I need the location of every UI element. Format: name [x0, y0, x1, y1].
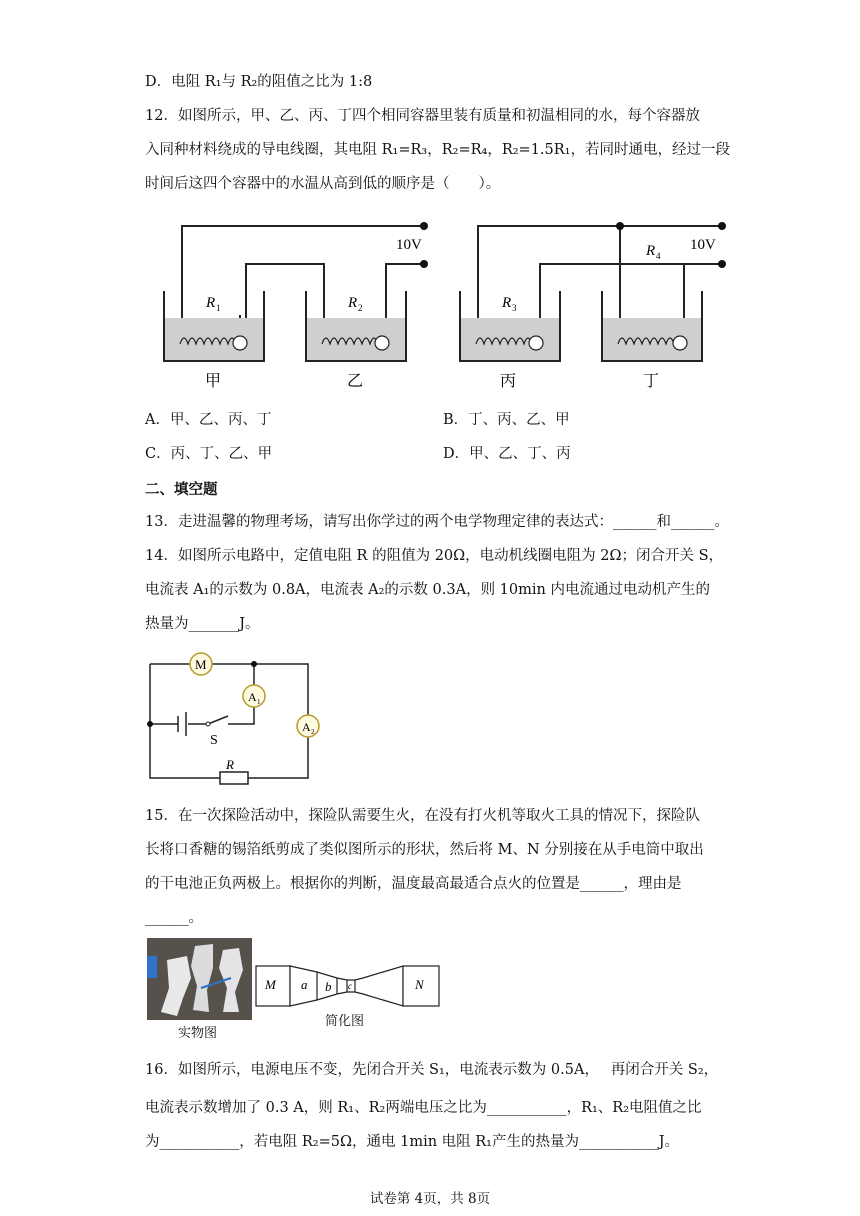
q15-line-2: 长将口香糖的锡箔纸剪成了类似图所示的形状，然后将 M、N 分别接在从手电筒中取出 [145, 842, 704, 858]
ammeter-1-sub: 1 [257, 698, 261, 706]
q15-line-1: 15．在一次探险活动中，探险队需要生火，在没有打火机等取火工具的情况下，探险队 [145, 808, 700, 824]
photo-caption: 实物图 [178, 1026, 218, 1041]
r3-sub: 3 [512, 303, 517, 313]
r1-sub: 1 [216, 303, 221, 313]
q12-circuit-figure [0, 0, 860, 400]
ammeter-2-label: A [302, 720, 311, 734]
q14-line-1: 14．如图所示电路中，定值电阻 R 的阻值为 20Ω，电动机线圈电阻为 2Ω；闭合开关 S， [145, 548, 724, 564]
container-bing-label: 丙 [500, 373, 517, 390]
q16-line-2: 电流表示数增加了 0.3 A，则 R₁、R₂两端电压之比为___________，R₁、R₂电阻值之比 [145, 1100, 702, 1116]
foil-photo [147, 938, 252, 1020]
motor-label: M [195, 657, 207, 672]
voltage-label-left: 10V [396, 237, 422, 253]
container-jia-label: 甲 [205, 373, 222, 390]
q13-text: 13．走进温馨的物理考场，请写出你学过的两个电学物理定律的表达式：______和______。 [145, 514, 729, 530]
r4-label: R [646, 243, 656, 259]
resistor-label: R [226, 757, 234, 772]
q12-line-2: 入同种材料绕成的导电线圈，其电阻 R₁=R₃，R₂=R₄，R₂=1.5R₁，若同时通电，经过一段 [145, 142, 730, 158]
switch-label: S [210, 733, 218, 748]
section-title: 二、填空题 [145, 481, 218, 498]
diagram-caption: 简化图 [325, 1014, 365, 1029]
q15-line-3: 的干电池正负两极上。根据你的判断，温度最高最适合点火的位置是______，理由是 [145, 876, 682, 892]
label-a: a [301, 977, 308, 992]
foil-diagram [255, 958, 445, 1008]
q12-line-3: 时间后这四个容器中的水温从高到低的顺序是（ ）。 [145, 176, 501, 192]
q14-line-2: 电流表 A₁的示数为 0.8A，电流表 A₂的示数 0.3A，则 10min 内电流通过电动机产生的 [145, 582, 710, 598]
r2-label: R [348, 295, 358, 311]
r3-label: R [502, 295, 512, 311]
q12-option-d: D．甲、乙、丁、丙 [443, 446, 571, 462]
voltage-label-right: 10V [690, 237, 716, 253]
ammeter-2-sub: 2 [311, 728, 315, 736]
q12-option-c: C．丙、丁、乙、甲 [145, 446, 273, 462]
label-c: c [348, 981, 352, 991]
ammeter-1-label: A [248, 690, 257, 704]
r2-sub: 2 [358, 303, 363, 313]
q15-line-4: ______。 [145, 910, 203, 926]
r4-sub: 4 [656, 251, 661, 261]
q12-option-b: B．丁、丙、乙、甲 [443, 412, 570, 428]
r1-label: R [206, 295, 216, 311]
q16-line-1: 16．如图所示，电源电压不变，先闭合开关 S₁，电流表示数为 0.5A， 再闭合开关 S₂， [145, 1062, 719, 1078]
q14-line-3: 热量为_______J。 [145, 616, 260, 632]
q11-option-d: D．电阻 R₁与 R₂的阻值之比为 1:8 [145, 74, 373, 90]
q12-option-a: A．甲、乙、丙、丁 [145, 412, 272, 428]
q12-line-1: 12．如图所示，甲、乙、丙、丁四个相同容器里装有质量和初温相同的水，每个容器放 [145, 108, 700, 124]
q14-circuit-figure [140, 650, 330, 785]
page-footer: 试卷第 4页，共 8页 [369, 1191, 491, 1207]
container-yi-label: 乙 [347, 373, 364, 390]
container-ding-label: 丁 [643, 373, 660, 390]
q16-line-3: 为___________，若电阻 R₂=5Ω，通电 1min 电阻 R₁产生的热量为___________J。 [145, 1134, 680, 1150]
label-b: b [325, 979, 332, 994]
label-n: N [415, 977, 424, 992]
label-m: M [265, 977, 276, 992]
